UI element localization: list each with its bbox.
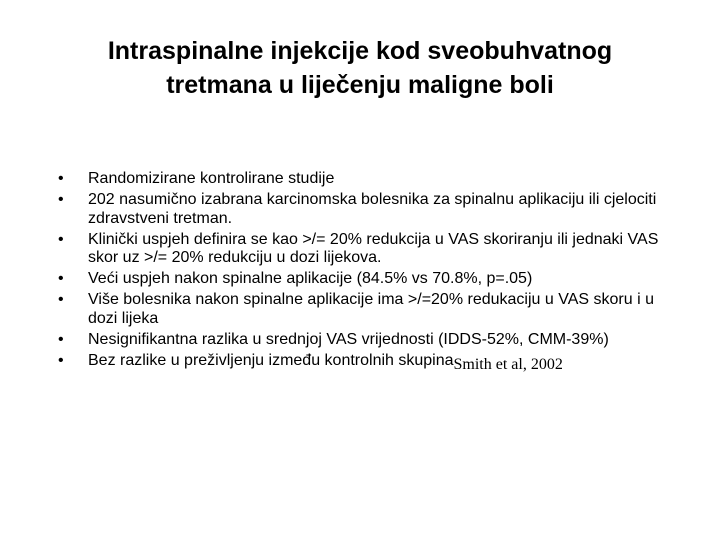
bullet-text: Veći uspjeh nakon spinalne aplikacije (84.5% vs 70.8%, p=.05) [88,270,533,287]
bullet-list [58,170,668,373]
bullet-item [58,352,668,371]
bullet-dot-icon: • [58,170,64,187]
bullet-text: Više bolesnika nakon spinalne aplikacije ima >/=20% redukaciju u VAS skoru i u dozi lijeka [88,291,654,327]
bullet-dot-icon: • [58,351,64,369]
bullet-item [58,291,668,328]
citation: Smith et al, 2002 [453,355,563,373]
bullet-item [58,331,668,350]
bullet-text: Randomizirane kontrolirane studije [88,170,335,187]
bullet-dot-icon: • [58,291,64,308]
bullet-text: Bez razlike u preživljenju između kontrolnih skupina [88,351,454,369]
bullet-item [58,270,668,289]
bullet-item [58,191,668,228]
bullet-text: Nesignifikantna razlika u srednjoj VAS vrijednosti (IDDS-52%, CMM-39%) [88,330,609,348]
slide-title [40,34,680,102]
bullet-text: Klinički uspjeh definira se kao >/= 20% redukcija u VAS skoriranju ili jednaki VAS skor uz >/= 20% redukciju u dozi lijekova. [88,230,659,266]
bullet-dot-icon: • [58,191,64,208]
bullet-dot-icon: • [58,270,64,287]
bullet-text: 202 nasumično izabrana karcinomska bolesnika za spinalnu aplikaciju ili cjelociti zdravstveni tretman. [88,191,657,227]
bullet-item [58,231,668,268]
bullet-item [58,170,668,189]
bullet-dot-icon: • [58,230,64,248]
title-line-2: tretmana u liječenju maligne boli [166,71,554,99]
title-line-1: Intraspinalne injekcije kod sveobuhvatnog [107,37,613,65]
bullet-dot-icon: • [58,330,64,348]
